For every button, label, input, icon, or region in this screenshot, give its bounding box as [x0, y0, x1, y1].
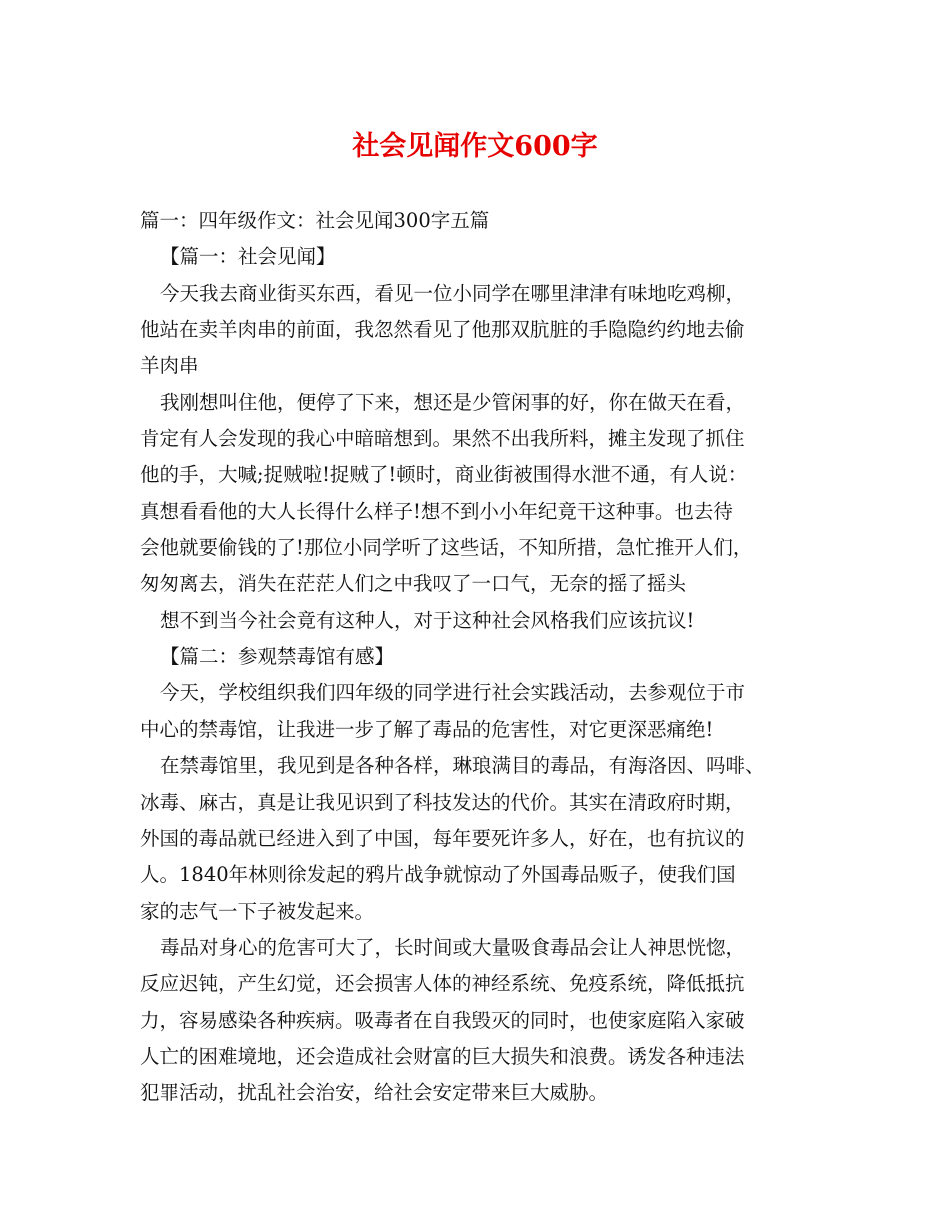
- page-title: 社会见闻作文600字: [352, 131, 598, 162]
- text-line: 真想看看他的大人长得什么样子!想不到小小年纪竟干这种事。也去待: [140, 499, 733, 523]
- text-line: 家的志气一下子被发起来。: [140, 899, 375, 923]
- text-line: 我刚想叫住他，便停了下来，想还是少管闲事的好，你在做天在看，: [160, 390, 746, 414]
- text-line: 在禁毒馆里，我见到是各种各样，琳琅满目的毒品，有海洛因、吗啡、: [160, 754, 765, 778]
- text-line: 人亡的困难境地，还会造成社会财富的巨大损失和浪费。诱发各种违法: [140, 1044, 745, 1068]
- text-line: 外国的毒品就已经进入到了中国，每年要死许多人，好在，也有抗议的: [140, 826, 745, 850]
- document-body: [140, 203, 822, 1112]
- text-line: 他的手，大喊;捉贼啦!捉贼了!顿时，商业街被围得水泄不通，有人说：: [140, 463, 748, 487]
- text-line: 力，容易感染各种疾病。吸毒者在自我毁灭的同时，也使家庭陷入家破: [140, 1008, 745, 1032]
- text-line: 【篇一：社会见闻】: [160, 245, 336, 269]
- text-line: 他站在卖羊肉串的前面，我忽然看见了他那双肮脏的手隐隐约约地去偷: [140, 318, 745, 342]
- text-line: 反应迟钝，产生幻觉，还会损害人体的神经系统、免疫系统，降低抵抗: [140, 972, 745, 996]
- text-line: 今天我去商业街买东西，看见一位小同学在哪里津津有味地吃鸡柳，: [160, 281, 746, 305]
- text-line: 犯罪活动，扰乱社会治安，给社会安定带来巨大威胁。: [140, 1081, 609, 1105]
- text-line: 篇一：四年级作文：社会见闻300字五篇: [140, 209, 490, 232]
- text-line: 肯定有人会发现的我心中暗暗想到。果然不出我所料，摊主发现了抓住: [140, 427, 745, 451]
- text-line: 毒品对身心的危害可大了，长时间或大量吸食毒品会让人神思恍惚，: [160, 935, 746, 959]
- text-line: 冰毒、麻古，真是让我见识到了科技发达的代价。其实在清政府时期，: [140, 790, 745, 814]
- text-line: 中心的禁毒馆，让我进一步了解了毒品的危害性，对它更深恶痛绝!: [140, 717, 714, 741]
- text-line: 人。1840年林则徐发起的鸦片战争就惊动了外国毒品贩子，使我们国: [140, 863, 736, 887]
- text-line: 今天，学校组织我们四年级的同学进行社会实践活动，去参观位于市: [160, 681, 746, 705]
- text-line: 【篇二：参观禁毒馆有感】: [160, 645, 395, 669]
- text-line: 会他就要偷钱的了!那位小同学听了这些话，不知所措，急忙推开人们，: [140, 536, 753, 560]
- text-line: 匆匆离去，消失在茫茫人们之中我叹了一口气，无奈的摇了摇头: [140, 572, 687, 596]
- text-line: 想不到当今社会竟有这种人，对于这种社会风格我们应该抗议!: [160, 608, 695, 632]
- text-line: 羊肉串: [140, 354, 199, 378]
